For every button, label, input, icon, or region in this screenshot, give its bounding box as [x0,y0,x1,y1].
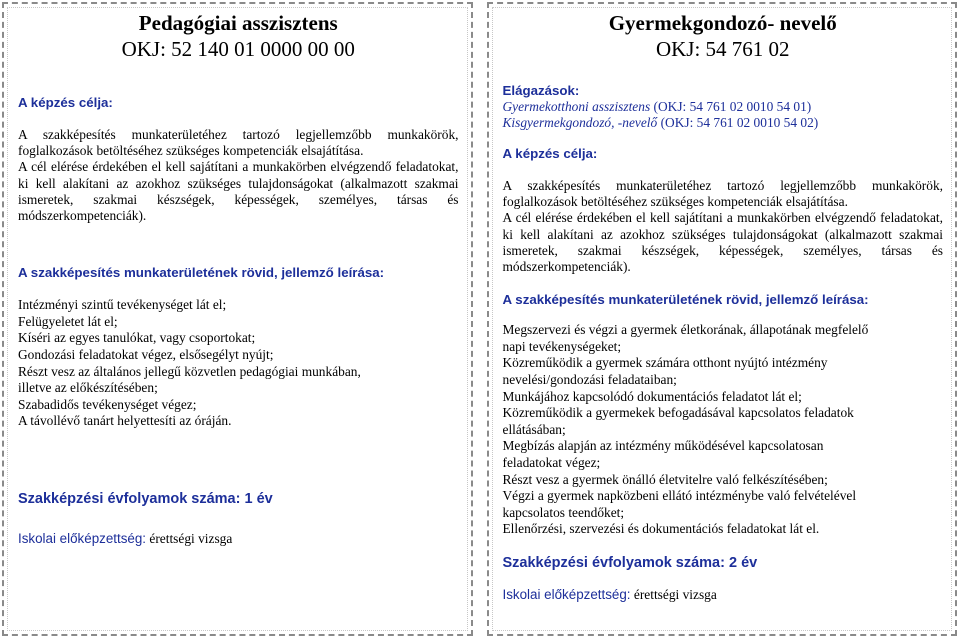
list-item: Ellenőrzési, szervezési és dokumentációs feladatokat lát el. [502,521,820,537]
list-item: Megbízás alapján az intézmény működésével kapcsolatosan [502,438,824,454]
list-item: illetve az előkészítésében; [18,380,158,396]
list-item: Végzi a gyermek napközbeni ellátó intézménybe való felvételével [502,488,857,504]
list-item: Közreműködik a gyermekek befogadásával kapcsolatos feladatok [502,405,854,421]
goal-paragraph-1: A szakképesítés munkaterületéhez tartozó legjellemzőbb munkakörök, foglalkozások betöltéséhez szükséges kompetenciák elsajátítása. [502,178,943,210]
description-heading: A szakképesítés munkaterületének rövid, jellemző leírása: [18,265,385,281]
list-item: Intézményi szintű tevékenységet lát el; [18,297,227,313]
card-pedagogiai-asszisztens [2,2,473,636]
prerequisite [503,586,944,603]
prerequisite-value: érettségi vizsga [149,530,233,546]
prerequisite [18,530,459,547]
list-item: Részt vesz a gyermek önálló életvitelre való felkészítésében; [502,471,828,487]
prerequisite-label: Iskolai előképzettség: [502,586,631,602]
branch-code: (OKJ: 54 761 02 0010 54 02) [660,115,819,130]
branch-item [503,99,944,115]
card-title: Gyermekgondozó- nevelő [608,11,837,35]
branch-name: Kisgyermekgondozó, -nevelő [502,115,658,130]
years-heading: Szakképzési évfolyamok száma: 2 év [502,554,758,571]
list-item: kapcsolatos teendőket; [502,504,625,520]
list-item: Részt vesz az általános jellegű közvetlen pedagógiai munkában, [18,363,361,379]
card-gyermekgondozo-nevelo [487,2,958,636]
list-item: Munkájához kapcsolódó dokumentációs feladatot lát el; [502,388,802,404]
duties-list [18,297,459,430]
duties-list [503,322,944,538]
prerequisite-value: érettségi vizsga [633,586,717,602]
description-heading: A szakképesítés munkaterületének rövid, jellemző leírása: [502,292,869,308]
goal-paragraph-2: A cél elérése érdekében el kell sajátítani a munkakörben elvégzendő feladatokat, ki kell alakítani az azokhoz szükséges tulajdonságokat (alkalmazott szakmai ismeretek, szakmai készségek, képességek, személyes, társas és módszerkompetenciák). [502,210,943,275]
card-okj-code: OKJ: 54 761 02 [655,37,790,61]
years-heading: Szakképzési évfolyamok száma: 1 év [18,490,273,507]
branch-name: Gyermekotthoni asszisztens [502,99,651,114]
goal-paragraph-2: A cél elérése érdekében el kell sajátítani a munkakörben elvégzendő feladatokat, ki kell alakítani az azokhoz szükséges tulajdonságokat (alkalmazott szakmai ismeretek, szakmai készségek, képességek, személyes, társas és módszerkompetenciák). [18,159,459,224]
list-item: Szabadidős tevékenységet végez; [18,396,197,412]
card-title: Pedagógiai asszisztens [138,11,338,35]
branch-code: (OKJ: 54 761 02 0010 54 01) [653,99,812,114]
list-item: Gondozási feladatokat végez, elsősegélyt nyújt; [18,347,274,362]
list-item: nevelési/gondozási feladataiban; [502,372,677,387]
branch-item [503,115,944,131]
card-okj-code: OKJ: 52 140 01 0000 00 00 [121,37,355,61]
list-item: napi tevékenységeket; [502,338,622,354]
list-item: Felügyeletet lát el; [18,313,118,329]
goal-heading: A képzés célja: [18,95,113,110]
list-item: Közreműködik a gyermek számára otthont nyújtó intézmény [502,355,828,371]
branches-heading: Elágazások: [502,83,580,98]
goal-paragraph-1: A szakképesítés munkaterületéhez tartozó legjellemzőbb munkakörök, foglalkozások betöltéséhez szükséges kompetenciák elsajátítása. [18,127,459,159]
list-item: A távollévő tanárt helyettesíti az óráján. [18,413,232,429]
list-item: Kíséri az egyes tanulókat, vagy csoportokat; [18,330,256,346]
list-item: Megszervezi és végzi a gyermek életkorának, állapotának megfelelő [502,322,869,338]
list-item: feladatokat végez; [502,454,601,470]
goal-heading: A képzés célja: [502,146,598,161]
prerequisite-label: Iskolai előképzettség: [18,530,147,546]
list-item: ellátásában; [502,421,566,437]
